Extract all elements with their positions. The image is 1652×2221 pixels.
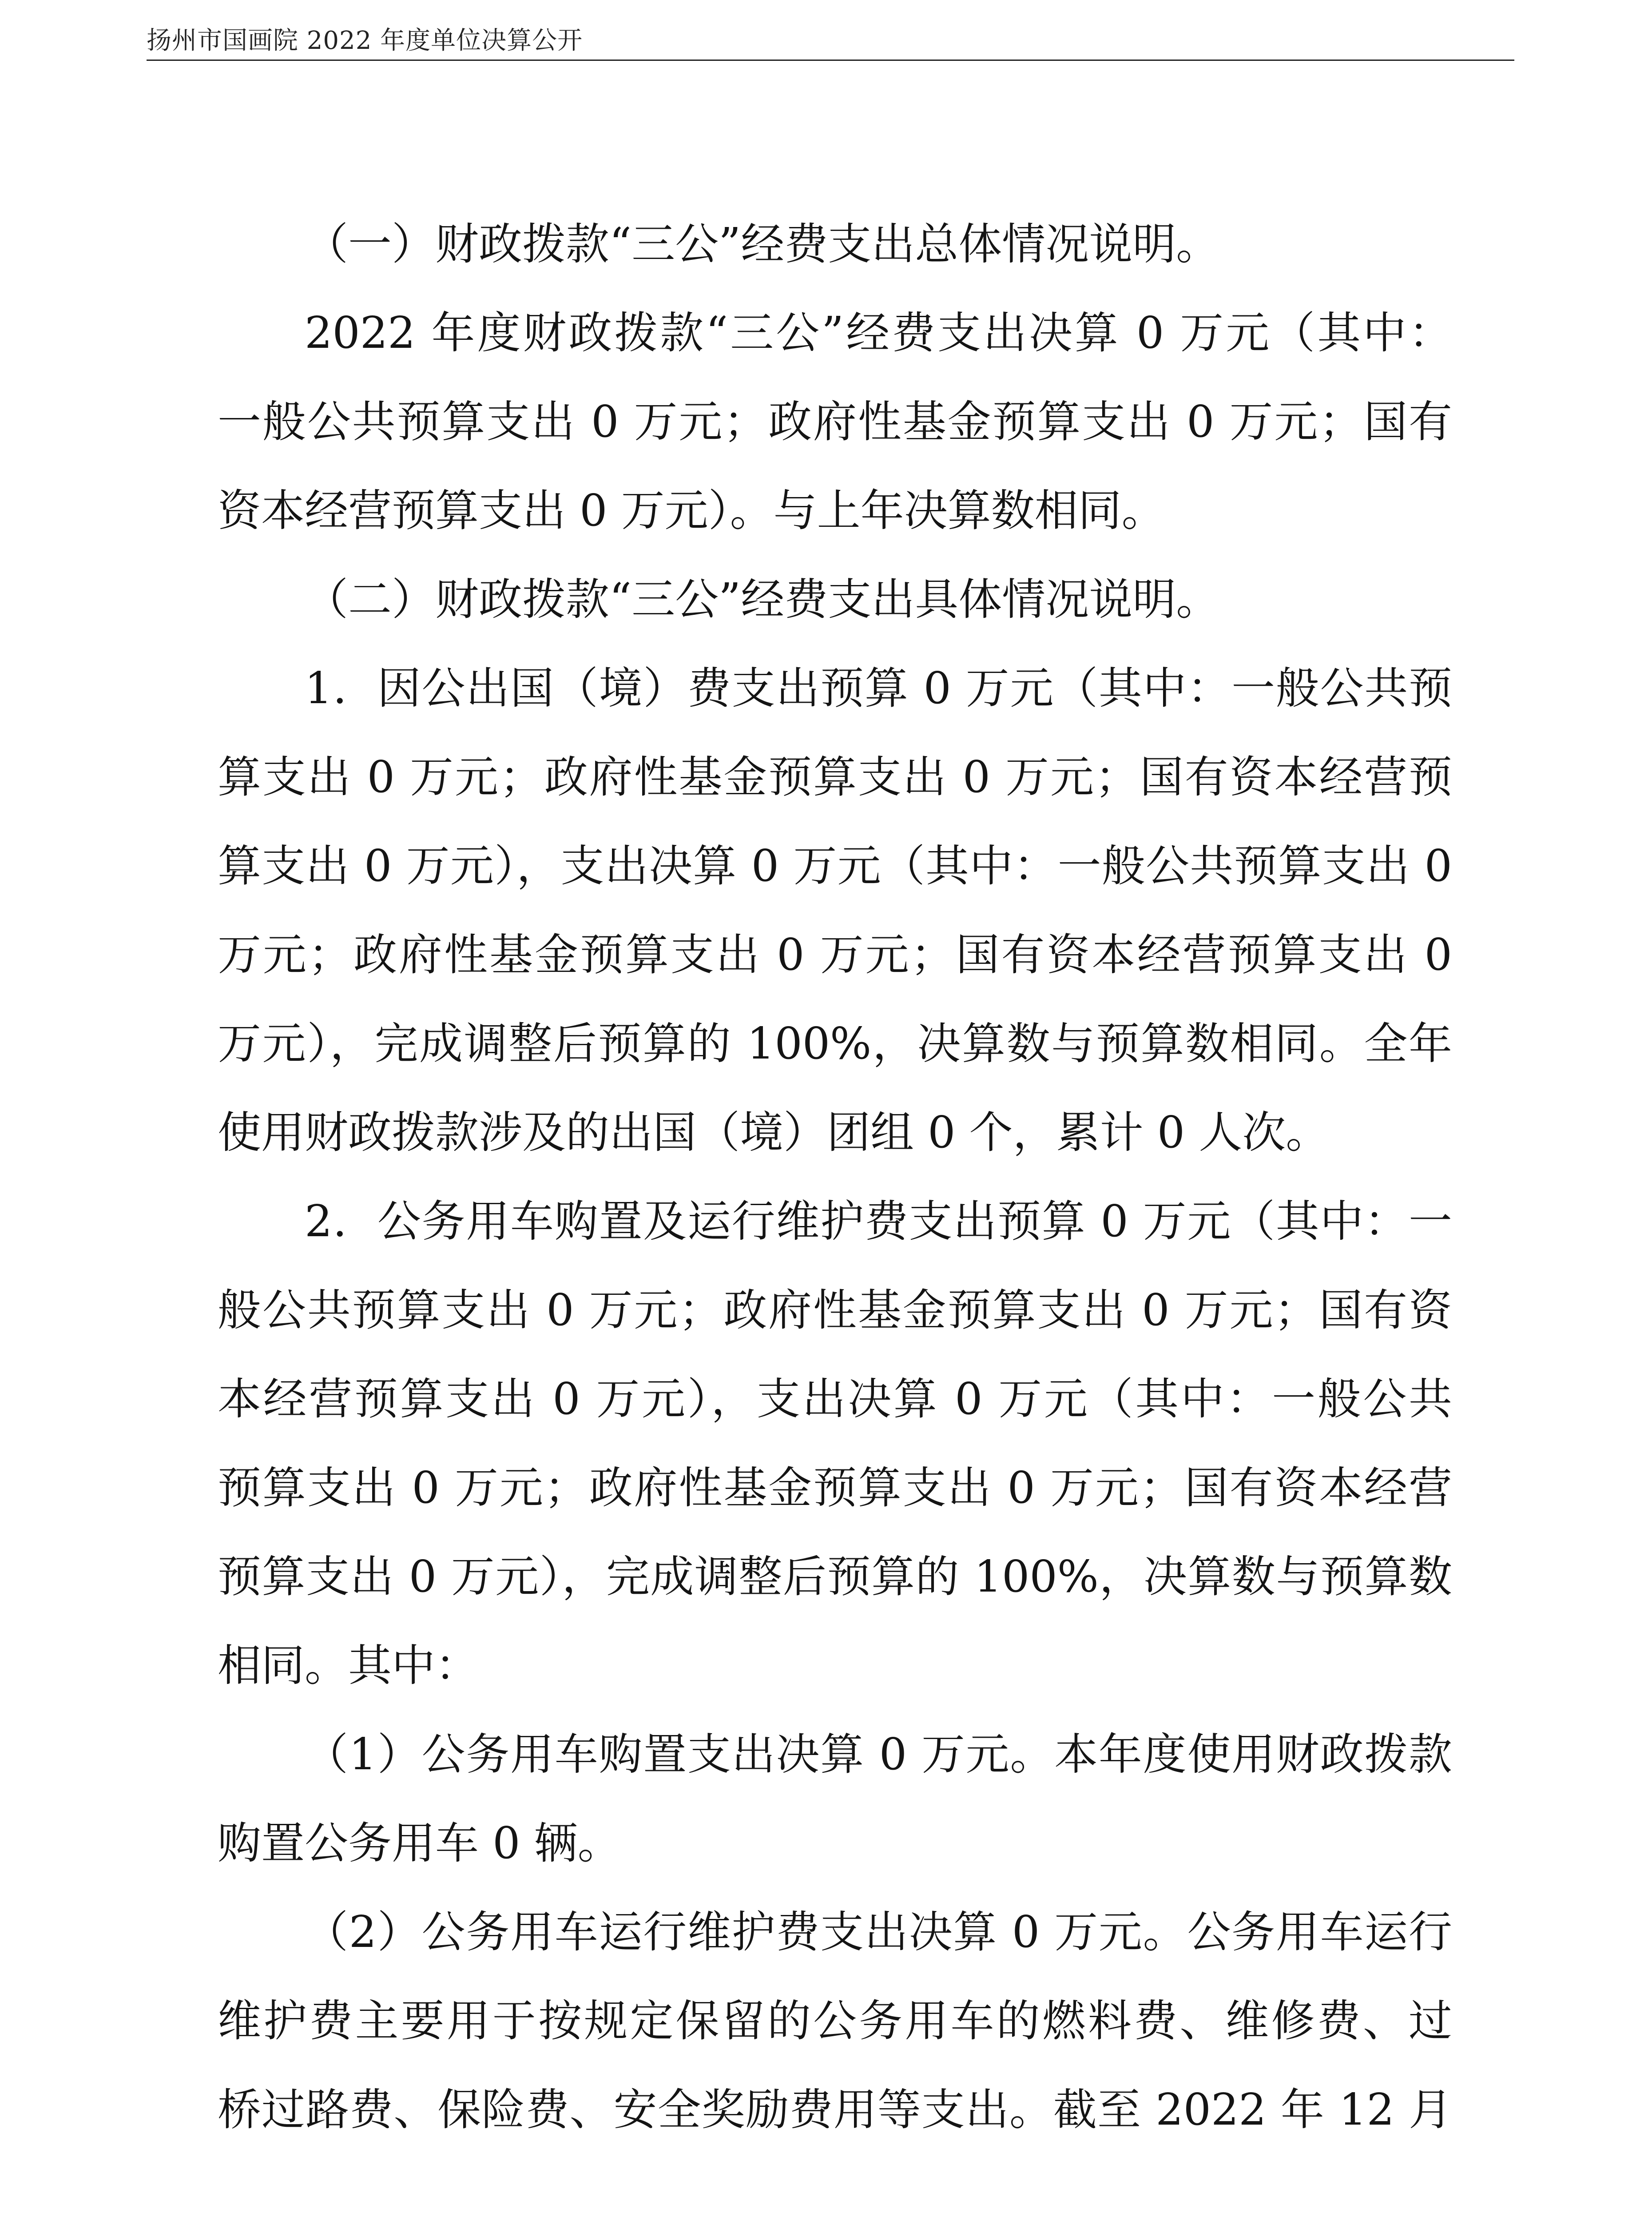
paragraph-line: 算支出 0 万元；政府性基金预算支出 0 万元；国有资本经营预 [218, 752, 1452, 803]
header-title: 扬州市国画院 2022 年度单位决算公开 [147, 26, 583, 55]
paragraph-line: 万元；政府性基金预算支出 0 万元；国有资本经营预算支出 0 [218, 930, 1453, 980]
paragraph-line: （2）公务用车运行维护费支出决算 0 万元。公务用车运行 [305, 1907, 1452, 1958]
section-heading-2: （二）财政拨款“三公”经费支出具体情况说明。 [305, 574, 1220, 625]
paragraph-line: 维护费主要用于按规定保留的公务用车的燃料费、维修费、过 [218, 1996, 1452, 2046]
paragraph-line: 2022 年度财政拨款“三公”经费支出决算 0 万元（其中： [305, 308, 1452, 358]
paragraph-line: 本经营预算支出 0 万元），支出决算 0 万元（其中：一般公共 [218, 1374, 1452, 1425]
paragraph-line: （1）公务用车购置支出决算 0 万元。本年度使用财政拨款 [305, 1729, 1452, 1780]
paragraph-line: 资本经营预算支出 0 万元）。与上年决算数相同。 [218, 486, 1165, 536]
paragraph-line: 般公共预算支出 0 万元；政府性基金预算支出 0 万元；国有资 [218, 1285, 1452, 1336]
paragraph-line: 相同。其中： [218, 1640, 479, 1691]
paragraph-line: 预算支出 0 万元；政府性基金预算支出 0 万元；国有资本经营 [218, 1463, 1452, 1513]
paragraph-line: 一般公共预算支出 0 万元；政府性基金预算支出 0 万元；国有 [218, 397, 1452, 447]
paragraph-line: 2．公务用车购置及运行维护费支出预算 0 万元（其中：一 [305, 1196, 1452, 1247]
paragraph-line: 1．因公出国（境）费支出预算 0 万元（其中：一般公共预 [305, 663, 1452, 714]
page-header [147, 17, 1514, 61]
paragraph-line: 购置公务用车 0 辆。 [218, 1818, 621, 1869]
paragraph-line: 预算支出 0 万元），完成调整后预算的 100%，决算数与预算数 [218, 1552, 1452, 1602]
paragraph-line: 桥过路费、保险费、安全奖励费用等支出。截至 2022 年 12 月 [218, 2085, 1452, 2135]
paragraph-line: 万元），完成调整后预算的 100%，决算数与预算数相同。全年 [218, 1019, 1452, 1069]
paragraph-line: 使用财政拨款涉及的出国（境）团组 0 个，累计 0 人次。 [218, 1107, 1330, 1158]
document-body [218, 200, 1452, 2154]
paragraph-line: 算支出 0 万元），支出决算 0 万元（其中：一般公共预算支出 0 [218, 841, 1452, 892]
section-heading-1: （一）财政拨款“三公”经费支出总体情况说明。 [305, 219, 1220, 270]
